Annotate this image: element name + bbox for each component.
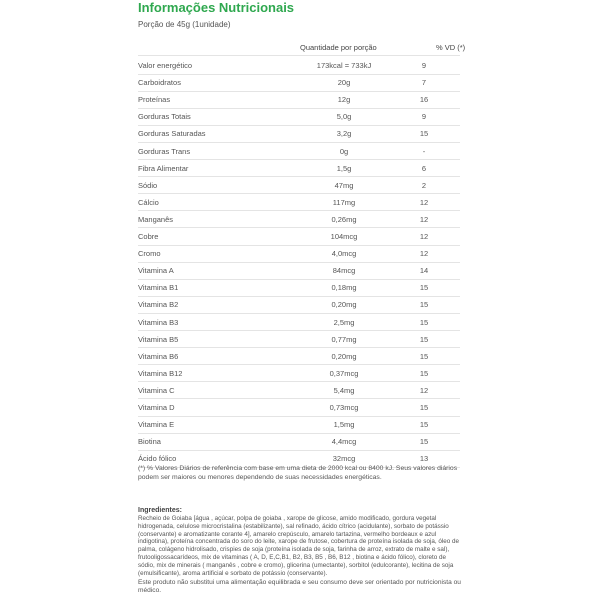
nutrient-vd: 15 bbox=[419, 420, 429, 430]
nutrient-name: Sódio bbox=[138, 180, 158, 190]
row-divider bbox=[138, 210, 460, 211]
table-row bbox=[138, 198, 468, 214]
nutrient-vd: 12 bbox=[419, 232, 429, 241]
table-row bbox=[138, 129, 468, 145]
nutrient-quantity: 0g bbox=[339, 146, 349, 156]
nutrient-vd: 16 bbox=[419, 95, 429, 105]
row-divider bbox=[138, 74, 460, 75]
nutrient-vd: - bbox=[422, 146, 426, 156]
table-row bbox=[138, 352, 468, 368]
nutrient-vd: 15 bbox=[419, 368, 429, 378]
table-row bbox=[138, 318, 468, 334]
row-divider bbox=[138, 313, 460, 314]
nutrient-quantity: 3,2g bbox=[336, 129, 352, 139]
disclaimer: Este produto não substitui uma alimentação equilibrada e seu consumo deve ser orientado por nutricionista ou médico. bbox=[138, 579, 461, 595]
nutrient-vd: 15 bbox=[419, 317, 429, 327]
row-divider bbox=[138, 416, 460, 417]
nutrient-quantity: 5,4mg bbox=[333, 385, 355, 395]
table-row bbox=[138, 437, 468, 453]
row-divider bbox=[138, 193, 460, 194]
nutrient-name: Vitamina A bbox=[138, 266, 174, 276]
row-divider bbox=[138, 262, 460, 263]
nutrient-quantity: 84mcg bbox=[332, 266, 356, 276]
table-row bbox=[138, 232, 468, 248]
nutrient-vd: 9 bbox=[421, 61, 427, 70]
nutrient-name: Cobre bbox=[138, 232, 159, 241]
ingredients-title: Ingredientes: bbox=[138, 507, 182, 514]
nutrient-vd: 9 bbox=[421, 112, 427, 122]
nutrient-quantity: 0,20mg bbox=[331, 300, 357, 310]
nutrient-name: Fibra Alimentar bbox=[138, 163, 189, 173]
nutrient-name: Vitamina B12 bbox=[138, 368, 183, 378]
nutrient-quantity: 117mg bbox=[332, 197, 356, 207]
nutrient-name: Proteínas bbox=[138, 95, 171, 105]
row-divider bbox=[138, 125, 460, 126]
nutrient-quantity: 173kcal = 733kJ bbox=[316, 61, 372, 70]
row-divider bbox=[138, 142, 460, 143]
nutrient-vd: 14 bbox=[419, 266, 429, 276]
nutrient-quantity: 4,4mcg bbox=[331, 437, 357, 447]
nutrient-quantity: 12g bbox=[337, 95, 351, 105]
nutrient-vd: 6 bbox=[421, 163, 427, 173]
row-divider bbox=[138, 330, 460, 331]
nutrient-vd: 15 bbox=[419, 403, 429, 412]
nutrient-name: Cromo bbox=[138, 249, 161, 259]
nutrient-vd: 15 bbox=[419, 351, 429, 361]
nutrient-name: Vitamina B1 bbox=[138, 283, 179, 293]
nutrient-quantity: 20g bbox=[337, 78, 351, 88]
nutrient-name: Vitamina B2 bbox=[138, 300, 179, 310]
page-title: Informações Nutricionais bbox=[138, 0, 295, 15]
nutrient-quantity: 2,5mg bbox=[333, 317, 355, 327]
nutrient-vd: 7 bbox=[421, 78, 427, 88]
nutrient-vd: 15 bbox=[419, 437, 429, 447]
nutrient-quantity: 47mg bbox=[334, 180, 354, 190]
nutrient-name: Carboidratos bbox=[138, 78, 181, 88]
row-divider bbox=[138, 296, 460, 297]
row-divider bbox=[138, 91, 460, 92]
nutrient-quantity: 1,5mg bbox=[333, 420, 355, 430]
nutrient-name: Biotina bbox=[138, 437, 161, 447]
nutrient-vd: 15 bbox=[419, 334, 429, 344]
nutrient-vd: 12 bbox=[419, 214, 429, 224]
table-row bbox=[138, 335, 468, 351]
nutrient-quantity: 104mcg bbox=[330, 232, 358, 241]
row-divider bbox=[138, 450, 460, 451]
table-row bbox=[138, 283, 468, 299]
table-row bbox=[138, 95, 468, 111]
nutrient-vd: 12 bbox=[419, 197, 429, 207]
table-row bbox=[138, 215, 468, 231]
nutrient-quantity: 0,20mg bbox=[331, 351, 357, 361]
nutrient-quantity: 32mcg bbox=[332, 454, 356, 464]
row-divider bbox=[138, 245, 460, 246]
column-header-quantity: Quantidade por porção bbox=[300, 43, 377, 52]
table-row bbox=[138, 266, 468, 282]
row-divider bbox=[138, 279, 460, 280]
nutrient-vd: 13 bbox=[419, 454, 429, 464]
nutrient-quantity: 0,77mg bbox=[331, 334, 357, 344]
nutrient-name: Gorduras Saturadas bbox=[138, 129, 206, 139]
table-row bbox=[138, 386, 468, 402]
nutrient-quantity: 4,0mcg bbox=[331, 249, 357, 259]
nutrient-vd: 15 bbox=[419, 129, 429, 139]
nutrient-name: Valor energético bbox=[138, 61, 193, 70]
row-divider bbox=[138, 347, 460, 348]
column-header-vd: % VD (*) bbox=[436, 43, 466, 52]
nutrient-name: Vitamina B6 bbox=[138, 351, 179, 361]
row-divider bbox=[138, 176, 460, 177]
nutrient-quantity: 5,0g bbox=[336, 112, 352, 122]
row-divider bbox=[138, 381, 460, 382]
nutrient-vd: 15 bbox=[419, 300, 429, 310]
table-row bbox=[138, 61, 468, 77]
table-row bbox=[138, 403, 468, 419]
nutrient-quantity: 0,73mcg bbox=[329, 403, 359, 412]
table-row bbox=[138, 369, 468, 385]
nutrient-quantity: 0,26mg bbox=[331, 214, 357, 224]
nutrient-name: Manganês bbox=[138, 214, 174, 224]
table-row bbox=[138, 300, 468, 316]
nutrient-name: Cálcio bbox=[138, 197, 159, 207]
nutrient-vd: 2 bbox=[421, 180, 427, 190]
nutrient-name: Vitamina E bbox=[138, 420, 175, 430]
table-row bbox=[138, 78, 468, 94]
nutrient-vd: 12 bbox=[419, 385, 429, 395]
row-divider bbox=[138, 159, 460, 160]
nutrient-name: Gorduras Totais bbox=[138, 112, 191, 122]
nutrient-name: Vitamina D bbox=[138, 403, 175, 412]
row-divider bbox=[138, 364, 460, 365]
nutrient-name: Gorduras Trans bbox=[138, 146, 191, 156]
table-row bbox=[138, 420, 468, 436]
nutrient-name: Ácido fólico bbox=[138, 454, 177, 464]
nutrient-name: Vitamina B3 bbox=[138, 317, 179, 327]
row-divider bbox=[138, 227, 460, 228]
row-divider bbox=[138, 433, 460, 434]
table-row bbox=[138, 249, 468, 265]
header-divider bbox=[138, 55, 460, 56]
table-row bbox=[138, 147, 468, 163]
nutrient-quantity: 0,37mcg bbox=[329, 368, 359, 378]
row-divider bbox=[138, 398, 460, 399]
nutrient-quantity: 1,5g bbox=[336, 163, 352, 173]
portion-size: Porção de 45g (1unidade) bbox=[138, 20, 231, 29]
nutrient-quantity: 0,18mg bbox=[331, 283, 357, 293]
table-row bbox=[138, 112, 468, 128]
table-row bbox=[138, 181, 468, 197]
row-divider bbox=[138, 108, 460, 109]
ingredients-text: Recheio de Goiaba [água , açúcar, polpa de goiaba , xarope de glicose, amido modificado, gordura vegetal hidrogenada, celulose microcristalina (estabilizante), sal refinado, ácido cítrico (acidulante), sorbato de potássio (conservante) e aromatizante corante 4], amarelo crepúsculo, amarelo tartazina, vermelho bordeaux e azul indigotina), proteína concentrada do soro do leite, xarope de frutose, cobertura de proteína isolada de soja, óleo de palma, colágeno hidrolisado, crispies de soja (proteína isolada de soja, farinha de arroz, extrato de malte e sal), frutooligossacarídeos, mix de vitaminas ( A, D, E,C,B1, B2, B3, B5 , B6, B12 , biotina e ácido fólico), cloreto de sódio, mix de minerais ( manganês , cobre e cromo), glicerina (umectante), sorbitol (edulcorante), lecitina de soja (emulsificante), aroma artificial e sorbato de potássio (conservante). bbox=[138, 515, 460, 577]
nutrient-vd: 15 bbox=[419, 283, 429, 293]
footnote: (*) % Valores Diários de referência com base em uma dieta de 2000 kcal ou 8400 kJ. Seus valores diários podem ser maiores ou menores dependendo de suas necessidades energéticas. bbox=[138, 465, 458, 481]
nutrient-vd: 12 bbox=[419, 249, 429, 259]
table-row bbox=[138, 164, 468, 180]
nutrient-name: Vitamina B5 bbox=[138, 334, 179, 344]
nutrient-name: Vitamina C bbox=[138, 385, 175, 395]
